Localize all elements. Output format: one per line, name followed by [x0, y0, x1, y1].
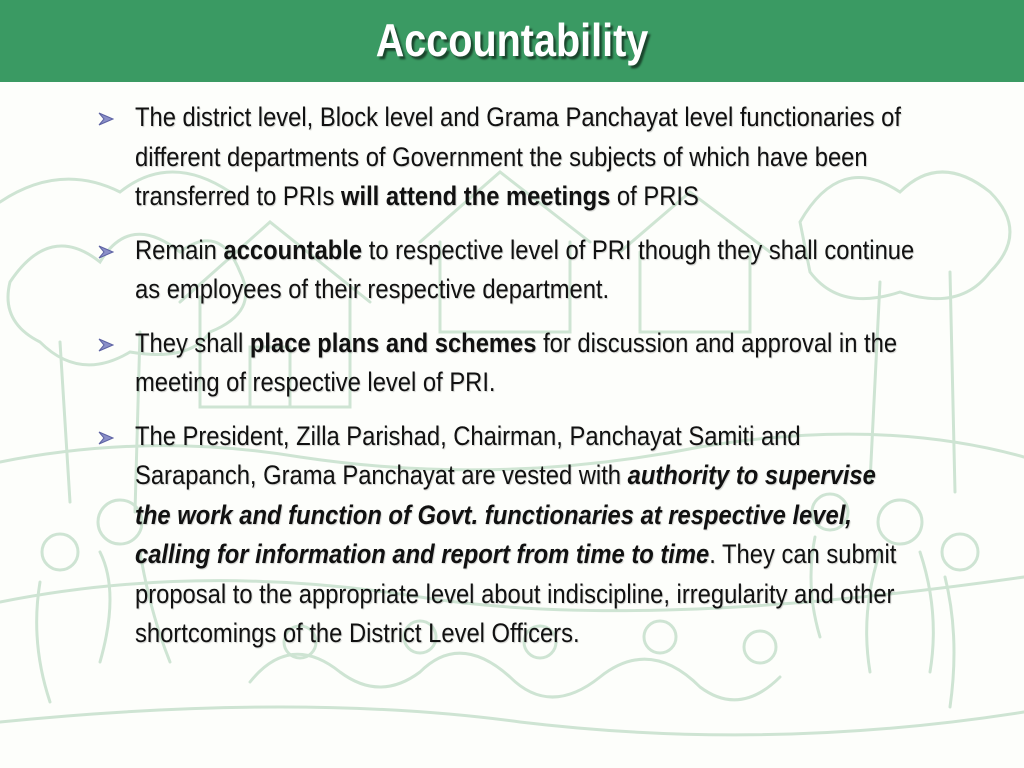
bullet-text-part: of PRIS: [610, 181, 699, 211]
bullet-item-plans: [92, 324, 922, 403]
bullet-text: [135, 231, 918, 310]
bullet-emphasis: place plans and schemes: [249, 327, 537, 358]
bullet-emphasis: accountable: [223, 234, 363, 265]
arrow-bullet-icon: [98, 245, 114, 259]
bullet-emphasis: will attend the meetings: [341, 181, 611, 211]
arrow-bullet-icon: [98, 431, 114, 445]
bullet-item-accountable: [92, 231, 922, 310]
arrow-bullet-icon: [98, 112, 114, 126]
bullet-text-part: The President, Zilla Parishad, Chairman, Panchayat Samiti and Sarapanch, Grama Panchayat are vested with: [135, 420, 801, 490]
bullet-text-part: They shall: [135, 327, 250, 358]
arrow-bullet-icon: [98, 338, 114, 352]
bullet-text: [135, 98, 918, 217]
title-bar: [0, 0, 1024, 82]
bullet-text-part: . They can submit proposal to the appropriate level about indiscipline, irregularity and other shortcomings of the District Level Officers.: [135, 539, 897, 648]
bullet-item-authority: [92, 417, 922, 654]
bullet-text-part: to respective level of PRI though they shall continue as employees of their respective department.: [135, 234, 915, 304]
bullet-emphasis: authority to supervise the work and function of Govt. functionaries at respective level, calling for information and report from time to time: [135, 460, 876, 569]
slide-body: [92, 98, 922, 668]
bullet-text-part: The district level, Block level and Grama Panchayat level functionaries of different departments of Government the subjects of which have been transferred to PRIs: [135, 102, 901, 211]
bullet-text-part: Remain: [135, 234, 224, 265]
bullet-list: [92, 98, 922, 654]
bullet-item-meetings: [92, 98, 922, 217]
bullet-text-part: for discussion and approval in the meeting of respective level of PRI.: [135, 327, 898, 397]
slide-title: Accountability: [375, 14, 649, 66]
bullet-text: [135, 324, 918, 403]
bullet-text: [135, 417, 918, 654]
